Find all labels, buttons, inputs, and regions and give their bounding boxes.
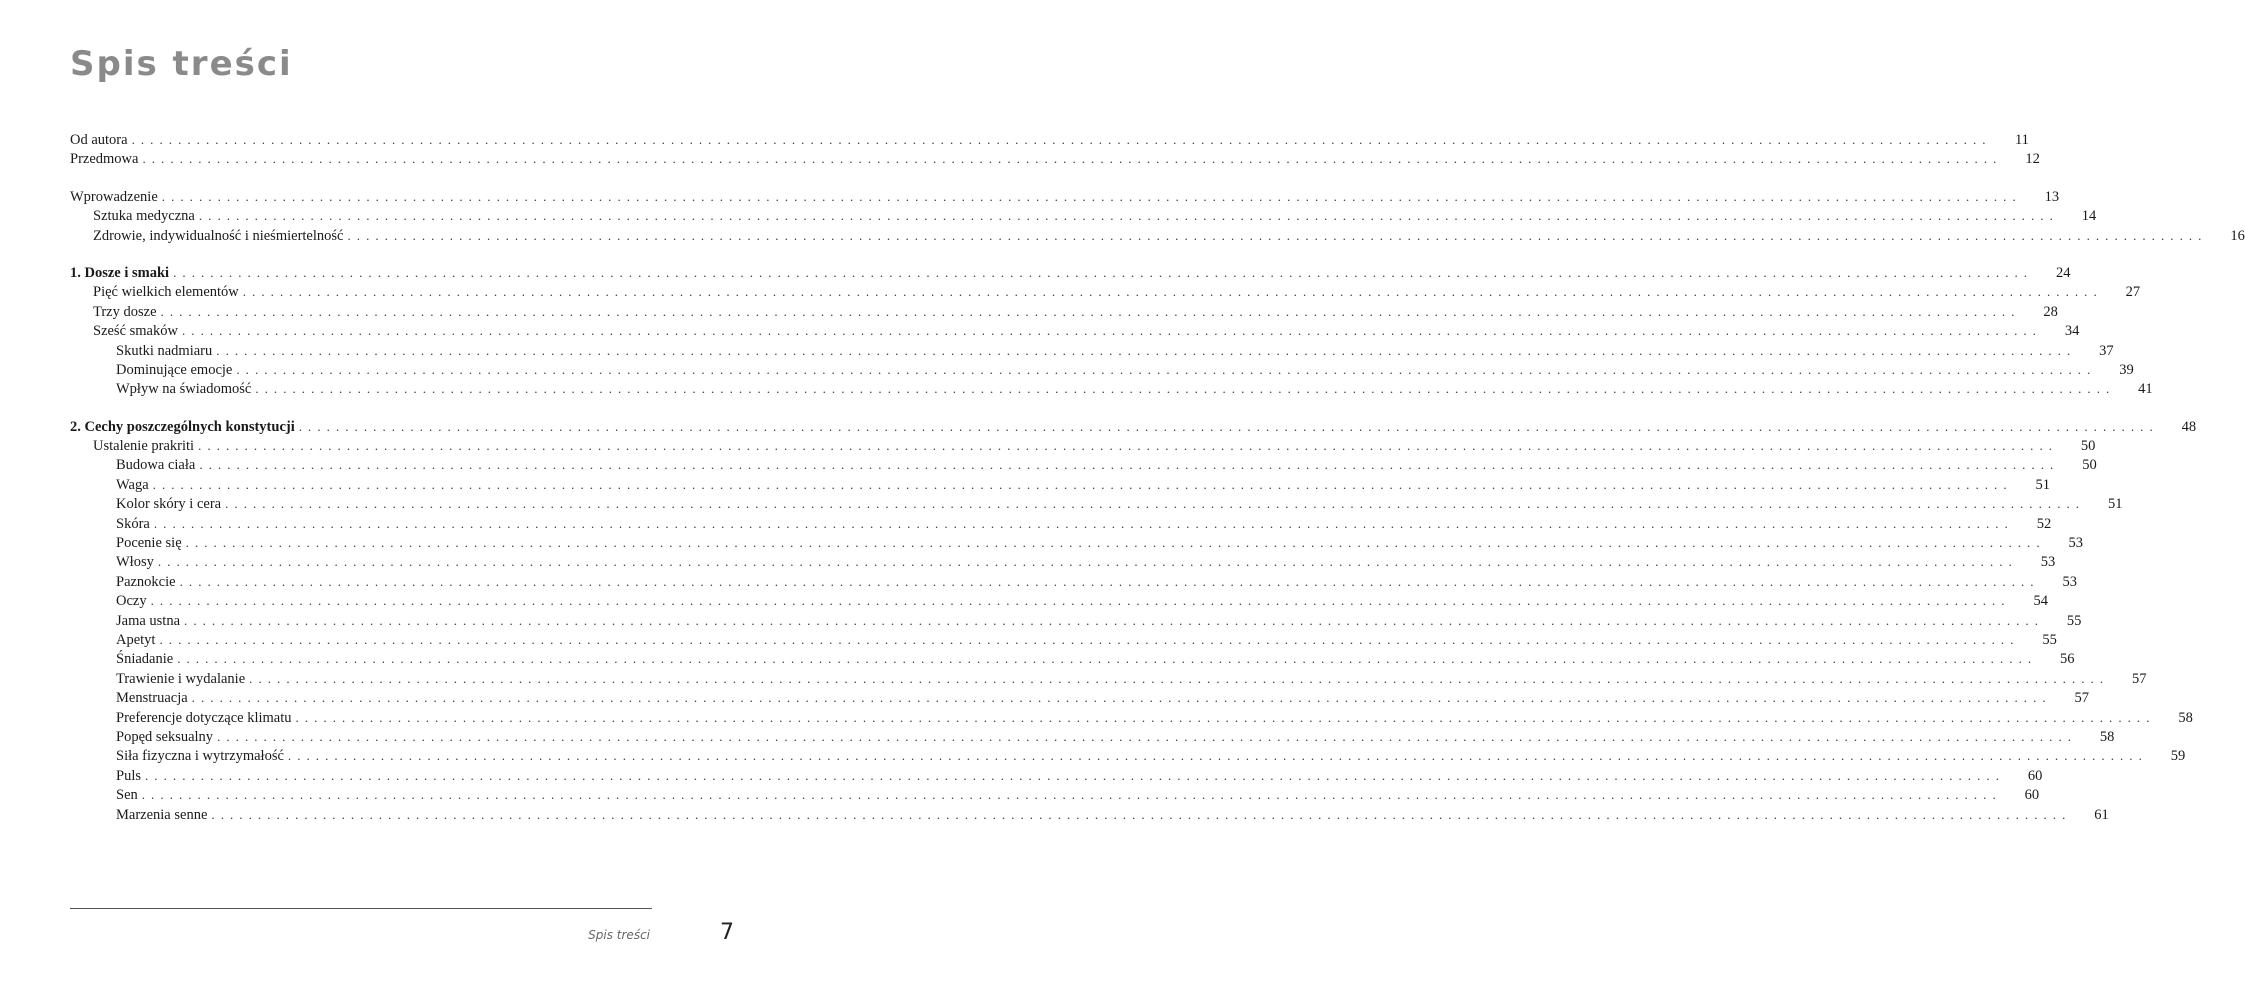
- toc-entry-page: 11: [2014, 132, 2029, 148]
- toc-section: [70, 132, 2040, 171]
- toc-entry-page: 55: [2042, 631, 2057, 648]
- toc-entry-page: 27: [2125, 284, 2141, 301]
- toc-entry-label: Śniadanie: [116, 651, 177, 668]
- toc-leader-dots: . . . . . . . . . . . . . . . . . . . . . . . . . . . . . . . . . . . . . . . . . . . . . . . . . . . . . . . . . . . . . . . . . . . . . . . . . . . . . . . . . . . . . . . . . . . . . . . . . . . . . . . . . . . . . . . . . . . . . . . . . . . . . . . . . . . . . . . . . . . . . . . . . . . . . . . . . . . . . . . . . . . . . . . . . . . . . . . . . . . . . . . . . . . . . . . . . . . . . . . .: [255, 381, 2111, 397]
- toc-entry-page: 37: [2099, 342, 2114, 359]
- toc-entry-page: 39: [2119, 361, 2134, 378]
- toc-entry[interactable]: [70, 381, 2153, 400]
- toc-entry-label: Pocenie się: [116, 535, 186, 552]
- toc-entry-page: 59: [2170, 748, 2186, 765]
- toc-entry[interactable]: [70, 651, 2075, 670]
- toc-entry[interactable]: [70, 690, 2090, 709]
- toc-leader-dots: . . . . . . . . . . . . . . . . . . . . . . . . . . . . . . . . . . . . . . . . . . . . . . . . . . . . . . . . . . . . . . . . . . . . . . . . . . . . . . . . . . . . . . . . . . . . . . . . . . . . . . . . . . . . . . . . . . . . . . . . . . . . . . . . . . . . . . . . . . . . . . . . . . . . . . . . . . . . . . . . . . . . . . . . . . . . . . . . . . . . . . . . . . . . . . . . . . . . . . . .: [131, 132, 1987, 147]
- toc-entry[interactable]: [70, 670, 2147, 690]
- toc-leader-dots: . . . . . . . . . . . . . . . . . . . . . . . . . . . . . . . . . . . . . . . . . . . . . . . . . . . . . . . . . . . . . . . . . . . . . . . . . . . . . . . . . . . . . . . . . . . . . . . . . . . . . . . . . . . . . . . . . . . . . . . . . . . . . . . . . . . . . . . . . . . . . . . . . . . . . . . . . . . . . . . . . . . . . . . . . . . . . . . . . . . . . . . . . . . . . . . . . . . . . . . .: [173, 264, 2029, 280]
- toc-entry-page: 52: [2036, 515, 2052, 532]
- toc-entry-page: 53: [2040, 554, 2056, 571]
- toc-leader-dots: . . . . . . . . . . . . . . . . . . . . . . . . . . . . . . . . . . . . . . . . . . . . . . . . . . . . . . . . . . . . . . . . . . . . . . . . . . . . . . . . . . . . . . . . . . . . . . . . . . . . . . . . . . . . . . . . . . . . . . . . . . . . . . . . . . . . . . . . . . . . . . . . . . . . . . . . . . . . . . . . . . . . . . . . . . . . . . . . . . . . . . . . . . . . . . . . . . . . . . . .: [191, 690, 2048, 706]
- toc-entry-label: Oczy: [116, 593, 151, 610]
- toc-leader-dots: . . . . . . . . . . . . . . . . . . . . . . . . . . . . . . . . . . . . . . . . . . . . . . . . . . . . . . . . . . . . . . . . . . . . . . . . . . . . . . . . . . . . . . . . . . . . . . . . . . . . . . . . . . . . . . . . . . . . . . . . . . . . . . . . . . . . . . . . . . . . . . . . . . . . . . . . . . . . . . . . . . . . . . . . . . . . . . . . . . . . . . . . . . . . . . . . . . . . . . . .: [225, 496, 2081, 512]
- toc-entry-page: 58: [2178, 709, 2193, 726]
- toc-entry[interactable]: [70, 457, 2097, 476]
- toc-entry-page: 60: [2024, 787, 2040, 804]
- toc-entry-label: Dominujące emocje: [116, 362, 236, 379]
- toc-entry-page: 24: [2055, 264, 2071, 281]
- toc-entry[interactable]: [70, 496, 2123, 515]
- toc-entry-label: Jama ustna: [116, 613, 184, 630]
- toc-entry[interactable]: [70, 476, 2051, 496]
- toc-entry-label: Trzy dosze: [93, 304, 161, 321]
- toc-entry[interactable]: [70, 748, 2186, 767]
- table-of-contents: [70, 132, 2245, 844]
- toc-section: [70, 264, 2153, 401]
- toc-leader-dots: . . . . . . . . . . . . . . . . . . . . . . . . . . . . . . . . . . . . . . . . . . . . . . . . . . . . . . . . . . . . . . . . . . . . . . . . . . . . . . . . . . . . . . . . . . . . . . . . . . . . . . . . . . . . . . . . . . . . . . . . . . . . . . . . . . . . . . . . . . . . . . . . . . . . . . . . . . . . . . . . . . . . . . . . . . . . . . . . . . . . . . . . . . . . . . . . . . . . . . . .: [199, 457, 2055, 473]
- toc-leader-dots: . . . . . . . . . . . . . . . . . . . . . . . . . . . . . . . . . . . . . . . . . . . . . . . . . . . . . . . . . . . . . . . . . . . . . . . . . . . . . . . . . . . . . . . . . . . . . . . . . . . . . . . . . . . . . . . . . . . . . . . . . . . . . . . . . . . . . . . . . . . . . . . . . . . . . . . . . . . . . . . . . . . . . . . . . . . . . . . . . . . . . . . . . . . . . . . . . . . . . . . .: [185, 535, 2041, 551]
- toc-entry-label: Zdrowie, indywidualność i nieśmiertelność: [93, 228, 347, 245]
- toc-entry-label: Apetyt: [116, 632, 159, 649]
- toc-entry[interactable]: [70, 535, 2083, 554]
- toc-entry-page: 51: [2035, 476, 2051, 493]
- toc-entry[interactable]: [70, 631, 2057, 651]
- toc-entry[interactable]: [70, 151, 2040, 170]
- toc-entry[interactable]: [70, 342, 2114, 362]
- toc-entry-page: 28: [2043, 303, 2058, 320]
- toc-entry-page: 53: [2062, 573, 2077, 590]
- toc-entry[interactable]: [70, 361, 2134, 381]
- toc-entry-page: 56: [2060, 651, 2075, 668]
- toc-entry[interactable]: [70, 303, 2058, 323]
- toc-entry-page: 16: [2230, 227, 2245, 244]
- toc-entry-page: 34: [2064, 323, 2080, 340]
- toc-entry-label: Przedmowa: [70, 151, 142, 168]
- toc-entry-page: 50: [2082, 457, 2097, 474]
- toc-entry-page: 50: [2080, 438, 2096, 455]
- toc-entry-page: 54: [2033, 593, 2048, 610]
- toc-entry-label: Menstruacja: [116, 690, 192, 707]
- toc-entry-label: 1. Dosze i smaki: [70, 265, 173, 282]
- toc-entry-page: 12: [2025, 151, 2040, 168]
- toc-entry[interactable]: [70, 227, 2245, 247]
- toc-entry[interactable]: [70, 515, 2052, 535]
- toc-entry-label: Skóra: [116, 516, 154, 533]
- toc-entry[interactable]: [70, 806, 2109, 826]
- toc-entry-page: 58: [2099, 728, 2115, 745]
- toc-entry[interactable]: [70, 208, 2097, 227]
- toc-entry-label: Wprowadzenie: [70, 189, 162, 206]
- toc-leader-dots: . . . . . . . . . . . . . . . . . . . . . . . . . . . . . . . . . . . . . . . . . . . . . . . . . . . . . . . . . . . . . . . . . . . . . . . . . . . . . . . . . . . . . . . . . . . . . . . . . . . . . . . . . . . . . . . . . . . . . . . . . . . . . . . . . . . . . . . . . . . . . . . . . . . . . . . . . . . . . . . . . . . . . . . . . . . . . . . . . . . . . . . . . . . . . . . . . . . . . . . .: [179, 573, 2035, 589]
- toc-leader-dots: . . . . . . . . . . . . . . . . . . . . . . . . . . . . . . . . . . . . . . . . . . . . . . . . . . . . . . . . . . . . . . . . . . . . . . . . . . . . . . . . . . . . . . . . . . . . . . . . . . . . . . . . . . . . . . . . . . . . . . . . . . . . . . . . . . . . . . . . . . . . . . . . . . . . . . . . . . . . . . . . . . . . . . . . . . . . . . . . . . . . . . . . . . . . . . . . . . . . . . . .: [160, 303, 2016, 319]
- toc-entry-label: Skutki nadmiaru: [116, 343, 216, 360]
- toc-entry-label: Sztuka medyczna: [93, 208, 199, 225]
- toc-leader-dots: . . . . . . . . . . . . . . . . . . . . . . . . . . . . . . . . . . . . . . . . . . . . . . . . . . . . . . . . . . . . . . . . . . . . . . . . . . . . . . . . . . . . . . . . . . . . . . . . . . . . . . . . . . . . . . . . . . . . . . . . . . . . . . . . . . . . . . . . . . . . . . . . . . . . . . . . . . . . . . . . . . . . . . . . . . . . . . . . . . . . . . . . . . . . . . . . . . . . . . . .: [159, 631, 2015, 647]
- running-title: Spis treści: [588, 928, 650, 942]
- toc-entry-page: 61: [2094, 806, 2109, 823]
- toc-leader-dots: . . . . . . . . . . . . . . . . . . . . . . . . . . . . . . . . . . . . . . . . . . . . . . . . . . . . . . . . . . . . . . . . . . . . . . . . . . . . . . . . . . . . . . . . . . . . . . . . . . . . . . . . . . . . . . . . . . . . . . . . . . . . . . . . . . . . . . . . . . . . . . . . . . . . . . . . . . . . . . . . . . . . . . . . . . . . . . . . . . . . . . . . . . . . . . . . . . . . . . . .: [298, 418, 2155, 434]
- toc-leader-dots: . . . . . . . . . . . . . . . . . . . . . . . . . . . . . . . . . . . . . . . . . . . . . . . . . . . . . . . . . . . . . . . . . . . . . . . . . . . . . . . . . . . . . . . . . . . . . . . . . . . . . . . . . . . . . . . . . . . . . . . . . . . . . . . . . . . . . . . . . . . . . . . . . . . . . . . . . . . . . . . . . . . . . . . . . . . . . . . . . . . . . . . . . . . . . . . . . . . . . . . .: [198, 438, 2054, 454]
- toc-leader-dots: . . . . . . . . . . . . . . . . . . . . . . . . . . . . . . . . . . . . . . . . . . . . . . . . . . . . . . . . . . . . . . . . . . . . . . . . . . . . . . . . . . . . . . . . . . . . . . . . . . . . . . . . . . . . . . . . . . . . . . . . . . . . . . . . . . . . . . . . . . . . . . . . . . . . . . . . . . . . . . . . . . . . . . . . . . . . . . . . . . . . . . . . . . . . . . . . . . . . . . . .: [150, 593, 2006, 609]
- toc-leader-dots: . . . . . . . . . . . . . . . . . . . . . . . . . . . . . . . . . . . . . . . . . . . . . . . . . . . . . . . . . . . . . . . . . . . . . . . . . . . . . . . . . . . . . . . . . . . . . . . . . . . . . . . . . . . . . . . . . . . . . . . . . . . . . . . . . . . . . . . . . . . . . . . . . . . . . . . . . . . . . . . . . . . . . . . . . . . . . . . . . . . . . . . . . . . . . . . . . . . . . . . .: [145, 767, 2001, 783]
- toc-leader-dots: . . . . . . . . . . . . . . . . . . . . . . . . . . . . . . . . . . . . . . . . . . . . . . . . . . . . . . . . . . . . . . . . . . . . . . . . . . . . . . . . . . . . . . . . . . . . . . . . . . . . . . . . . . . . . . . . . . . . . . . . . . . . . . . . . . . . . . . . . . . . . . . . . . . . . . . . . . . . . . . . . . . . . . . . . . . . . . . . . . . . . . . . . . . . . . . . . . . . . . . .: [142, 151, 1998, 167]
- toc-entry[interactable]: [70, 593, 2048, 612]
- toc-entry-page: 57: [2132, 670, 2147, 687]
- toc-entry[interactable]: [70, 554, 2056, 573]
- toc-entry-label: Preferencje dotyczące klimatu: [116, 710, 296, 727]
- toc-entry-label: Od autora: [70, 132, 132, 149]
- toc-entry[interactable]: [70, 767, 2043, 787]
- toc-entry[interactable]: [70, 612, 2082, 632]
- page-title: Spis treści: [70, 44, 293, 84]
- toc-entry-label: Popęd seksualny: [116, 729, 217, 746]
- toc-entry-label: Sen: [116, 787, 142, 804]
- toc-entry-label: Wpływ na świadomość: [116, 381, 255, 398]
- toc-entry-page: 60: [2027, 767, 2043, 784]
- toc-leader-dots: . . . . . . . . . . . . . . . . . . . . . . . . . . . . . . . . . . . . . . . . . . . . . . . . . . . . . . . . . . . . . . . . . . . . . . . . . . . . . . . . . . . . . . . . . . . . . . . . . . . . . . . . . . . . . . . . . . . . . . . . . . . . . . . . . . . . . . . . . . . . . . . . . . . . . . . . . . . . . . . . . . . . . . . . . . . . . . . . . . . . . . . . . . . . . . . . . . . . . . . .: [184, 612, 2040, 628]
- toc-leader-dots: . . . . . . . . . . . . . . . . . . . . . . . . . . . . . . . . . . . . . . . . . . . . . . . . . . . . . . . . . . . . . . . . . . . . . . . . . . . . . . . . . . . . . . . . . . . . . . . . . . . . . . . . . . . . . . . . . . . . . . . . . . . . . . . . . . . . . . . . . . . . . . . . . . . . . . . . . . . . . . . . . . . . . . . . . . . . . . . . . . . . . . . . . . . . . . . . . . . . . . . .: [211, 806, 2067, 822]
- toc-entry-label: Trawienie i wydalanie: [116, 671, 249, 688]
- toc-entry-label: Paznokcie: [116, 574, 180, 591]
- toc-entry-label: Sześć smaków: [93, 323, 182, 340]
- toc-entry[interactable]: [70, 787, 2040, 806]
- toc-entry[interactable]: [70, 709, 2193, 729]
- toc-entry[interactable]: [70, 728, 2115, 748]
- toc-entry-label: Marzenia senne: [116, 807, 211, 824]
- toc-entry-label: Włosy: [116, 554, 158, 571]
- toc-entry-page: 48: [2181, 418, 2197, 435]
- toc-entry-page: 14: [2081, 208, 2097, 225]
- toc-entry-label: Budowa ciała: [116, 457, 199, 474]
- toc-entry-label: Ustalenie prakriti: [93, 438, 198, 455]
- toc-leader-dots: . . . . . . . . . . . . . . . . . . . . . . . . . . . . . . . . . . . . . . . . . . . . . . . . . . . . . . . . . . . . . . . . . . . . . . . . . . . . . . . . . . . . . . . . . . . . . . . . . . . . . . . . . . . . . . . . . . . . . . . . . . . . . . . . . . . . . . . . . . . . . . . . . . . . . . . . . . . . . . . . . . . . . . . . . . . . . . . . . . . . . . . . . . . . . . . . . . . . . . . .: [295, 709, 2151, 725]
- toc-leader-dots: . . . . . . . . . . . . . . . . . . . . . . . . . . . . . . . . . . . . . . . . . . . . . . . . . . . . . . . . . . . . . . . . . . . . . . . . . . . . . . . . . . . . . . . . . . . . . . . . . . . . . . . . . . . . . . . . . . . . . . . . . . . . . . . . . . . . . . . . . . . . . . . . . . . . . . . . . . . . . . . . . . . . . . . . . . . . . . . . . . . . . . . . . . . . . . . . . . . . . . . .: [236, 361, 2092, 377]
- toc-leader-dots: . . . . . . . . . . . . . . . . . . . . . . . . . . . . . . . . . . . . . . . . . . . . . . . . . . . . . . . . . . . . . . . . . . . . . . . . . . . . . . . . . . . . . . . . . . . . . . . . . . . . . . . . . . . . . . . . . . . . . . . . . . . . . . . . . . . . . . . . . . . . . . . . . . . . . . . . . . . . . . . . . . . . . . . . . . . . . . . . . . . . . . . . . . . . . . . . . . . . . . . .: [287, 748, 2144, 764]
- toc-entry-label: Waga: [116, 477, 153, 494]
- toc-entry[interactable]: [70, 132, 2029, 151]
- toc-entry[interactable]: [70, 573, 2077, 593]
- toc-leader-dots: . . . . . . . . . . . . . . . . . . . . . . . . . . . . . . . . . . . . . . . . . . . . . . . . . . . . . . . . . . . . . . . . . . . . . . . . . . . . . . . . . . . . . . . . . . . . . . . . . . . . . . . . . . . . . . . . . . . . . . . . . . . . . . . . . . . . . . . . . . . . . . . . . . . . . . . . . . . . . . . . . . . . . . . . . . . . . . . . . . . . . . . . . . . . . . . . . . . . . . . .: [217, 728, 2073, 744]
- toc-leader-dots: . . . . . . . . . . . . . . . . . . . . . . . . . . . . . . . . . . . . . . . . . . . . . . . . . . . . . . . . . . . . . . . . . . . . . . . . . . . . . . . . . . . . . . . . . . . . . . . . . . . . . . . . . . . . . . . . . . . . . . . . . . . . . . . . . . . . . . . . . . . . . . . . . . . . . . . . . . . . . . . . . . . . . . . . . . . . . . . . . . . . . . . . . . . . . . . . . . . . . . . .: [153, 515, 2010, 531]
- toc-entry-page: 57: [2074, 690, 2090, 707]
- toc-section: [70, 418, 2197, 826]
- toc-entry[interactable]: [70, 284, 2141, 303]
- toc-entry-page: 53: [2068, 535, 2083, 552]
- toc-entry-page: 41: [2138, 381, 2153, 398]
- toc-leader-dots: . . . . . . . . . . . . . . . . . . . . . . . . . . . . . . . . . . . . . . . . . . . . . . . . . . . . . . . . . . . . . . . . . . . . . . . . . . . . . . . . . . . . . . . . . . . . . . . . . . . . . . . . . . . . . . . . . . . . . . . . . . . . . . . . . . . . . . . . . . . . . . . . . . . . . . . . . . . . . . . . . . . . . . . . . . . . . . . . . . . . . . . . . . . . . . . . . . . . . . . .: [347, 227, 2203, 243]
- page-number: 7: [720, 920, 734, 945]
- toc-leader-dots: . . . . . . . . . . . . . . . . . . . . . . . . . . . . . . . . . . . . . . . . . . . . . . . . . . . . . . . . . . . . . . . . . . . . . . . . . . . . . . . . . . . . . . . . . . . . . . . . . . . . . . . . . . . . . . . . . . . . . . . . . . . . . . . . . . . . . . . . . . . . . . . . . . . . . . . . . . . . . . . . . . . . . . . . . . . . . . . . . . . . . . . . . . . . . . . . . . . . . . . .: [198, 208, 2055, 224]
- toc-entry[interactable]: [70, 323, 2080, 342]
- toc-entry[interactable]: [70, 188, 2060, 208]
- toc-leader-dots: . . . . . . . . . . . . . . . . . . . . . . . . . . . . . . . . . . . . . . . . . . . . . . . . . . . . . . . . . . . . . . . . . . . . . . . . . . . . . . . . . . . . . . . . . . . . . . . . . . . . . . . . . . . . . . . . . . . . . . . . . . . . . . . . . . . . . . . . . . . . . . . . . . . . . . . . . . . . . . . . . . . . . . . . . . . . . . . . . . . . . . . . . . . . . . . . . . . . . . . .: [249, 670, 2105, 686]
- toc-entry-page: 55: [2066, 612, 2082, 629]
- toc-entry-label: Kolor skóry i cera: [116, 496, 225, 513]
- toc-leader-dots: . . . . . . . . . . . . . . . . . . . . . . . . . . . . . . . . . . . . . . . . . . . . . . . . . . . . . . . . . . . . . . . . . . . . . . . . . . . . . . . . . . . . . . . . . . . . . . . . . . . . . . . . . . . . . . . . . . . . . . . . . . . . . . . . . . . . . . . . . . . . . . . . . . . . . . . . . . . . . . . . . . . . . . . . . . . . . . . . . . . . . . . . . . . . . . . . . . . . . . . .: [177, 651, 2033, 667]
- toc-entry[interactable]: [70, 438, 2096, 457]
- toc-entry[interactable]: [70, 418, 2197, 438]
- toc-entry-page: 51: [2107, 496, 2123, 513]
- toc-leader-dots: . . . . . . . . . . . . . . . . . . . . . . . . . . . . . . . . . . . . . . . . . . . . . . . . . . . . . . . . . . . . . . . . . . . . . . . . . . . . . . . . . . . . . . . . . . . . . . . . . . . . . . . . . . . . . . . . . . . . . . . . . . . . . . . . . . . . . . . . . . . . . . . . . . . . . . . . . . . . . . . . . . . . . . . . . . . . . . . . . . . . . . . . . . . . . . . . . . . . . . . .: [157, 554, 2014, 570]
- toc-entry-label: Pięć wielkich elementów: [93, 284, 243, 301]
- toc-entry-label: Siła fizyczna i wytrzymałość: [116, 748, 288, 765]
- toc-entry-page: 13: [2044, 188, 2060, 205]
- toc-leader-dots: . . . . . . . . . . . . . . . . . . . . . . . . . . . . . . . . . . . . . . . . . . . . . . . . . . . . . . . . . . . . . . . . . . . . . . . . . . . . . . . . . . . . . . . . . . . . . . . . . . . . . . . . . . . . . . . . . . . . . . . . . . . . . . . . . . . . . . . . . . . . . . . . . . . . . . . . . . . . . . . . . . . . . . . . . . . . . . . . . . . . . . . . . . . . . . . . . . . . . . . .: [181, 323, 2038, 339]
- toc-entry[interactable]: [70, 264, 2071, 284]
- footer-divider: [70, 908, 652, 909]
- toc-section: [70, 188, 2245, 247]
- toc-leader-dots: . . . . . . . . . . . . . . . . . . . . . . . . . . . . . . . . . . . . . . . . . . . . . . . . . . . . . . . . . . . . . . . . . . . . . . . . . . . . . . . . . . . . . . . . . . . . . . . . . . . . . . . . . . . . . . . . . . . . . . . . . . . . . . . . . . . . . . . . . . . . . . . . . . . . . . . . . . . . . . . . . . . . . . . . . . . . . . . . . . . . . . . . . . . . . . . . . . . . . . . .: [152, 476, 2009, 492]
- toc-entry-label: Puls: [116, 768, 145, 785]
- toc-leader-dots: . . . . . . . . . . . . . . . . . . . . . . . . . . . . . . . . . . . . . . . . . . . . . . . . . . . . . . . . . . . . . . . . . . . . . . . . . . . . . . . . . . . . . . . . . . . . . . . . . . . . . . . . . . . . . . . . . . . . . . . . . . . . . . . . . . . . . . . . . . . . . . . . . . . . . . . . . . . . . . . . . . . . . . . . . . . . . . . . . . . . . . . . . . . . . . . . . . . . . . . .: [242, 284, 2099, 300]
- toc-leader-dots: . . . . . . . . . . . . . . . . . . . . . . . . . . . . . . . . . . . . . . . . . . . . . . . . . . . . . . . . . . . . . . . . . . . . . . . . . . . . . . . . . . . . . . . . . . . . . . . . . . . . . . . . . . . . . . . . . . . . . . . . . . . . . . . . . . . . . . . . . . . . . . . . . . . . . . . . . . . . . . . . . . . . . . . . . . . . . . . . . . . . . . . . . . . . . . . . . . . . . . . .: [141, 787, 1998, 803]
- toc-entry-label: 2. Cechy poszczególnych konstytucji: [70, 419, 299, 436]
- toc-leader-dots: . . . . . . . . . . . . . . . . . . . . . . . . . . . . . . . . . . . . . . . . . . . . . . . . . . . . . . . . . . . . . . . . . . . . . . . . . . . . . . . . . . . . . . . . . . . . . . . . . . . . . . . . . . . . . . . . . . . . . . . . . . . . . . . . . . . . . . . . . . . . . . . . . . . . . . . . . . . . . . . . . . . . . . . . . . . . . . . . . . . . . . . . . . . . . . . . . . . . . . . .: [161, 188, 2018, 204]
- toc-leader-dots: . . . . . . . . . . . . . . . . . . . . . . . . . . . . . . . . . . . . . . . . . . . . . . . . . . . . . . . . . . . . . . . . . . . . . . . . . . . . . . . . . . . . . . . . . . . . . . . . . . . . . . . . . . . . . . . . . . . . . . . . . . . . . . . . . . . . . . . . . . . . . . . . . . . . . . . . . . . . . . . . . . . . . . . . . . . . . . . . . . . . . . . . . . . . . . . . . . . . . . . .: [216, 342, 2072, 358]
